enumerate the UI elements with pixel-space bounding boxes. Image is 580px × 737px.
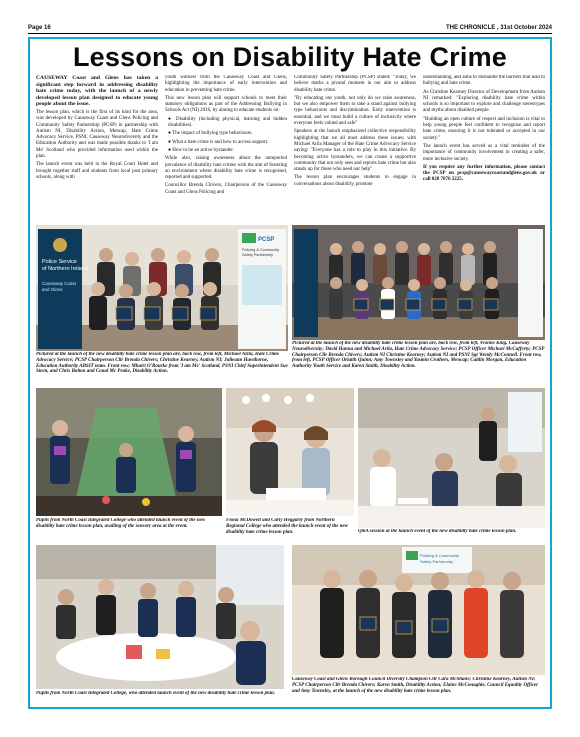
paragraph: Councillor Brenda Chivers, Chairperson of the Causeway Coast and Glens Policing and bbox=[165, 183, 287, 195]
column-1 bbox=[36, 75, 158, 223]
column-4 bbox=[423, 75, 545, 223]
banner-pcsp-photo7-line2: Safety Partnership bbox=[420, 559, 453, 564]
photo-group-launch-1 bbox=[36, 225, 288, 351]
bullet-item: ● Disability (including physical, learning and hidden disabilities). bbox=[168, 116, 287, 129]
paragraph: understanding, and aims to dismantle the barriers that lead to bullying and hate crime. bbox=[423, 75, 545, 87]
paragraph: The launch event has served as a vital reminder of the importance of community involvement in creating a safer, more inclusive society. bbox=[423, 143, 545, 162]
paragraph: Community Safety Partnership (PCSP) stated: "Today, we believe marks a pivotal moment in our aim to address disability hate crime. bbox=[294, 75, 416, 93]
banner-police-line2: of Northern Ireland bbox=[42, 266, 88, 272]
caption-photo-4: Fiona McDowell and Carly Heggarty from Northern Regional College who attended the launch event of the new disability hate crime lesson plan. bbox=[226, 518, 349, 535]
publication-date: THE CHRONICLE , 31st October 2024 bbox=[445, 24, 552, 31]
caption-photo-7: Causeway Coast and Glens Borough Council Diversity Champion Cllr Cara McShane; Christine Kearney, Autism NI; PCSP Chairperson Cllr Brenda Chivers; Karen Smith, Disability Action; Elaine McConaghie, Council Equality Officer and Amy Townsley, at the launch of the new disability hate crime lesson plan. bbox=[292, 677, 539, 694]
caption-photo-1: Pictured at the launch of the new disability hate crime lesson plan are, back row, from left, Michael Arila, Hate Crime Advocacy Service; PCSP Chairperson Cllr Brenda Chivers; Christine Kearney, Autism NI; Julieann Hawthorne, Education Authority ABSIT team. Front row; Mhairi O'Rourke from 'I am Me' Scotland, PSNI Chief Superintendent Sue Steen, and Chris Bolton and Conal Mc Peake, Disability Action. bbox=[36, 352, 288, 375]
banner-police-line4: and Glens bbox=[42, 287, 63, 292]
bullet-item: ● The impact of bullying type behaviours. bbox=[168, 131, 253, 137]
paragraph: This new lesson plan will support schools to meet their statutory obligations as part of the Addressing Bullying in Schools Act (NI) 2016, by aiming to educate students on: bbox=[165, 95, 287, 114]
banner-pcsp-line3: Safety Partnership bbox=[242, 253, 274, 257]
photo-council-group bbox=[292, 545, 545, 675]
caption-photo-5: Q&A session at the launch event of the new disability hate crime lesson plan. bbox=[358, 529, 517, 534]
banner-pcsp-photo7: Policing & Community bbox=[420, 553, 460, 558]
caption-photo-6: Pupils from North Coast Integrated College, who attended launch event of the new disability hate crime lesson plan. bbox=[36, 691, 276, 696]
paragraph: Speakers at the launch emphasized collective responsibility highlighting that we all must address these issues; with Michael Arila Manager of the Hate Crime Advocacy Service saying: "Everyone has a role to play in this initiative. By becoming active bystanders, we can create a supportive community that not only sees and reports hate crime but also stands up for those who need our help" bbox=[294, 129, 416, 173]
paragraph: While also, raising awareness about the unreported prevalence of disability hate crimes with the aim of fostering an environment where disability hate crime is recognised, reported and supported. bbox=[165, 156, 287, 181]
photo-group-launch-2 bbox=[292, 225, 545, 340]
bullet-item: ● What a hate crime is and how to access support. bbox=[168, 139, 269, 145]
bullet-item: ● How to be an active bystander. bbox=[168, 147, 234, 153]
caption-photo-3: Pupils from North Coast Integrated College who attended launch event of the new disability hate crime lesson plan, availing of the sensory area at the event. bbox=[36, 518, 206, 529]
page-header bbox=[28, 22, 552, 34]
column-2 bbox=[165, 75, 287, 223]
article-body bbox=[36, 75, 546, 223]
paragraph: "Building an open culture of respect and inclusion is vital to help young people feel confident to recognise and report hate crime, ensuring it is not tolerated or accepted in our society." bbox=[423, 116, 545, 141]
banner-pcsp-line2: Policing & Community bbox=[242, 248, 280, 252]
paragraph: As Christine Kearney Director of Development from Autism NI remarked: "Exploring disability hate crime within schools is so important to explore and challenge stereotypes and myths about disabled people. bbox=[423, 89, 545, 114]
column-3 bbox=[294, 75, 416, 223]
contact-paragraph: If you require any further information, please contact the PCSP on pcsp@causewaycoastandglens.gov.uk or call 028 7076 2225. bbox=[423, 164, 545, 183]
photo-qa-session bbox=[358, 388, 545, 528]
paragraph: The lesson plan encourages students to engage in conversations about disability, promote bbox=[294, 175, 416, 187]
photo-regional-college bbox=[226, 388, 354, 516]
photo-sensory-area bbox=[36, 388, 222, 516]
banner-police-line3: Causeway Coast bbox=[42, 281, 77, 286]
paragraph: The launch event was held in the Royal Court Hotel and brought together staff and students from local post primary schools, along with bbox=[36, 162, 158, 180]
banner-pcsp: PCSP bbox=[258, 237, 275, 243]
paragraph: youth workers from the Causeway Coast and Glens, highlighting the importance of early intervention and education in preventing hate crime. bbox=[165, 75, 287, 93]
banner-police-line1: Police Service bbox=[42, 259, 77, 265]
paragraph: The lesson plan, which is the first of its kind for the area, was developed by Causeway Coast and Glens Policing and Community Safety Partnership (PCSP) in partnership with Autism NI, Disability Action, Mencap, Hate Crime Advocacy Service, PSNI, Causeway Neurodiversity and the Education Authority and was made possible thanks to 'I am Me' Scotland who provided information used within the plan. bbox=[36, 109, 158, 160]
lead-paragraph: CAUSEWAY Coast and Glens has taken a significant step forward in addressing disability hate crime today, with the launch of a newly developed lesson plan designed to educate young people about the issue. bbox=[36, 75, 158, 108]
caption-photo-2: Pictured at the launch of the new disability hate crime lesson plan are, back row, from left, Yvonne King, Causeway Neurodiversity; David Hanna and Michael Arila, Hate Crime Advocacy Service; PCSP Officer Michael McCafferty; PCSP Chairperson Cllr Brenda Chivers; Autism NI Christine Kearney; Autism NI and PSNI Sgt Wendy McConnell. Front row, from left, PCSP Officer Orlaith Quinn; Amy Townsley and Yasmin Crothers, Mencap; Caitlin Morgan, Education Authority Youth Service and Karen Smith, Disability Action. bbox=[292, 341, 545, 370]
page-number: Page 16 bbox=[28, 24, 51, 31]
photo-pupils-tables bbox=[36, 545, 284, 689]
headline: Lessons on Disability Hate Crime bbox=[72, 42, 508, 72]
paragraph: "By educating our youth, not only do we raise awareness, but we also empower them to take a stand against bullying type behaviours and discrimination. Early intervention is essential, and we must build a culture of inclusivity where everyone feels valued and safe" bbox=[294, 95, 416, 127]
